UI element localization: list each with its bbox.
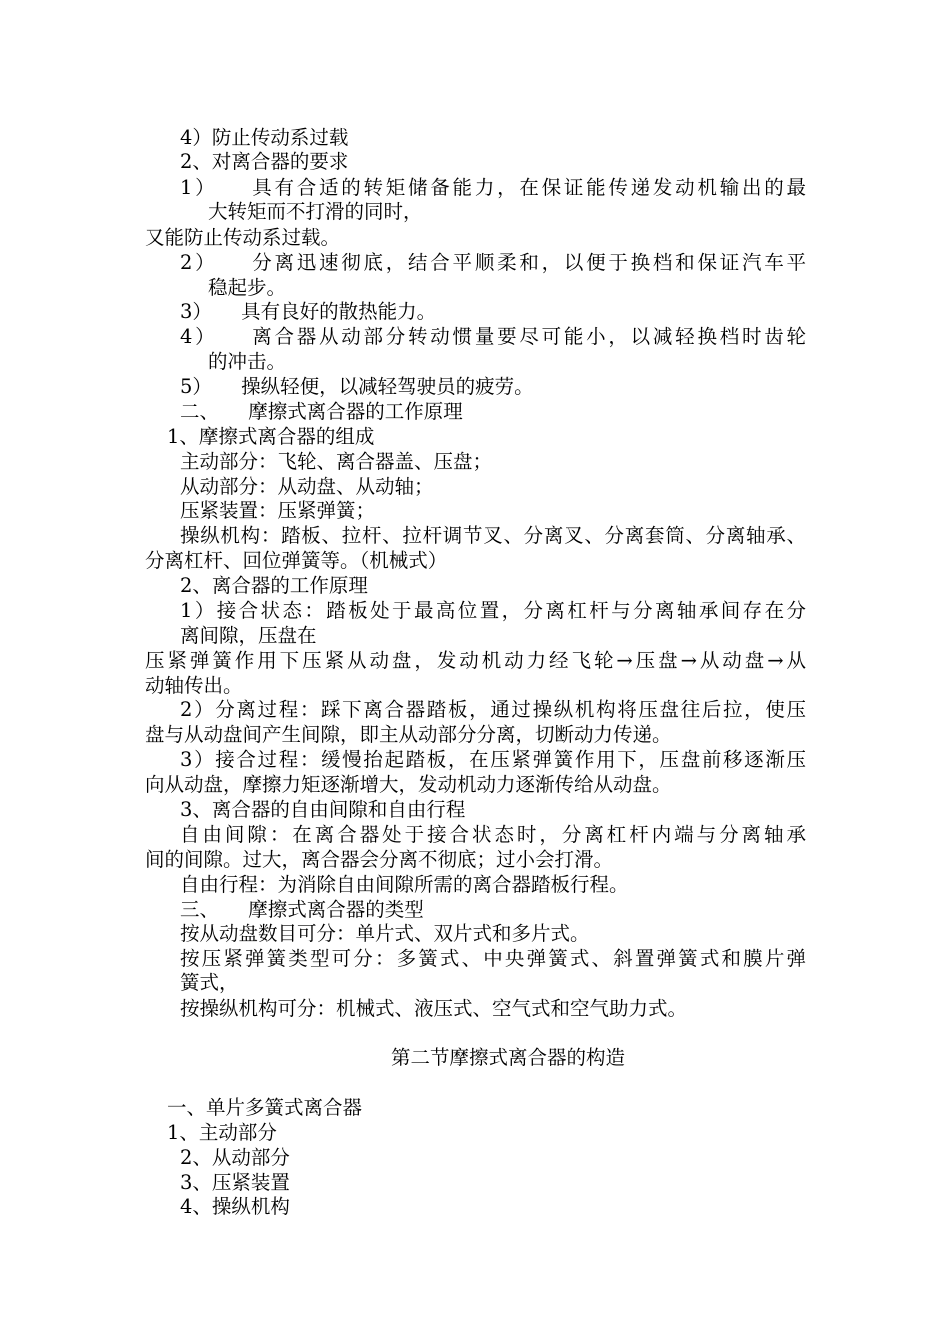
section-heading: 二、 摩擦式离合器的工作原理 <box>180 400 463 423</box>
subsection-heading: 2、离合器的工作原理 <box>180 574 368 597</box>
text-line: 5） 操纵轻便，以减轻驾驶员的疲劳。 <box>180 375 534 398</box>
text-line: 的冲击。 <box>208 350 287 373</box>
text-line: 2）分离过程：踩下离合器踏板，通过操纵机构将压盘往后拉，使压 <box>180 698 806 721</box>
text-line: 簧式， <box>180 971 239 994</box>
subsection-heading: 1、摩擦式离合器的组成 <box>167 425 375 448</box>
text-line: 1） 具有合适的转矩储备能力，在保证能传递发动机输出的最 <box>180 176 806 199</box>
text-line: 按从动盘数目可分：单片式、双片式和多片式。 <box>180 922 590 945</box>
text-line: 大转矩而不打滑的同时， <box>208 200 423 223</box>
text-line: 4）防止传动系过载 <box>180 126 349 149</box>
text-line: 离间隙，压盘在 <box>180 624 317 647</box>
text-line: 动轴传出。 <box>145 674 243 697</box>
list-item: 1、主动部分 <box>167 1121 277 1144</box>
text-line: 3）接合过程：缓慢抬起踏板，在压紧弹簧作用下，压盘前移逐渐压 <box>180 748 806 771</box>
text-line: 分离杠杆、回位弹簧等。（机械式） <box>145 549 448 572</box>
list-item: 2、从动部分 <box>180 1146 290 1169</box>
text-line: 压紧弹簧作用下压紧从动盘，发动机动力经飞轮→压盘→从动盘→从 <box>145 649 806 672</box>
section-heading: 三、 摩擦式离合器的类型 <box>180 898 424 921</box>
text-line: 自由间隙：在离合器处于接合状态时，分离杠杆内端与分离轴承 <box>180 823 806 846</box>
list-item: 3、压紧装置 <box>180 1171 290 1194</box>
text-line: 2） 分离迅速彻底，结合平顺柔和，以便于换档和保证汽车平 <box>180 251 806 274</box>
text-line: 盘与从动盘间产生间隙，即主从动部分分离，切断动力传递。 <box>145 723 672 746</box>
text-line: 按压紧弹簧类型可分：多簧式、中央弹簧式、斜置弹簧式和膜片弹 <box>180 947 806 970</box>
text-line: 3） 具有良好的散热能力。 <box>180 300 437 323</box>
text-line: 压紧装置：压紧弹簧； <box>180 499 376 522</box>
text-line: 操纵机构：踏板、拉杆、拉杆调节叉、分离叉、分离套筒、分离轴承、 <box>180 524 806 547</box>
chapter-title: 第二节摩擦式离合器的构造 <box>390 1046 625 1069</box>
section-heading: 一、单片多簧式离合器 <box>167 1096 363 1119</box>
text-line: 稳起步。 <box>208 276 287 299</box>
text-line: 主动部分：飞轮、离合器盖、压盘； <box>180 450 493 473</box>
text-line: 间的间隙。过大，离合器会分离不彻底；过小会打滑。 <box>145 848 614 871</box>
text-line: 向从动盘，摩擦力矩逐渐增大，发动机动力逐渐传给从动盘。 <box>145 773 672 796</box>
text-line: 自由行程：为消除自由间隙所需的离合器踏板行程。 <box>180 873 629 896</box>
text-line: 按操纵机构可分：机械式、液压式、空气式和空气助力式。 <box>180 997 688 1020</box>
text-line: 2、对离合器的要求 <box>180 150 349 173</box>
text-line: 从动部分：从动盘、从动轴； <box>180 475 434 498</box>
text-line: 4） 离合器从动部分转动惯量要尽可能小，以减轻换档时齿轮 <box>180 325 806 348</box>
list-item: 4、操纵机构 <box>180 1195 290 1218</box>
text-line: 1）接合状态：踏板处于最高位置，分离杠杆与分离轴承间存在分 <box>180 599 806 622</box>
text-line: 又能防止传动系过载。 <box>145 226 341 249</box>
subsection-heading: 3、离合器的自由间隙和自由行程 <box>180 798 466 821</box>
